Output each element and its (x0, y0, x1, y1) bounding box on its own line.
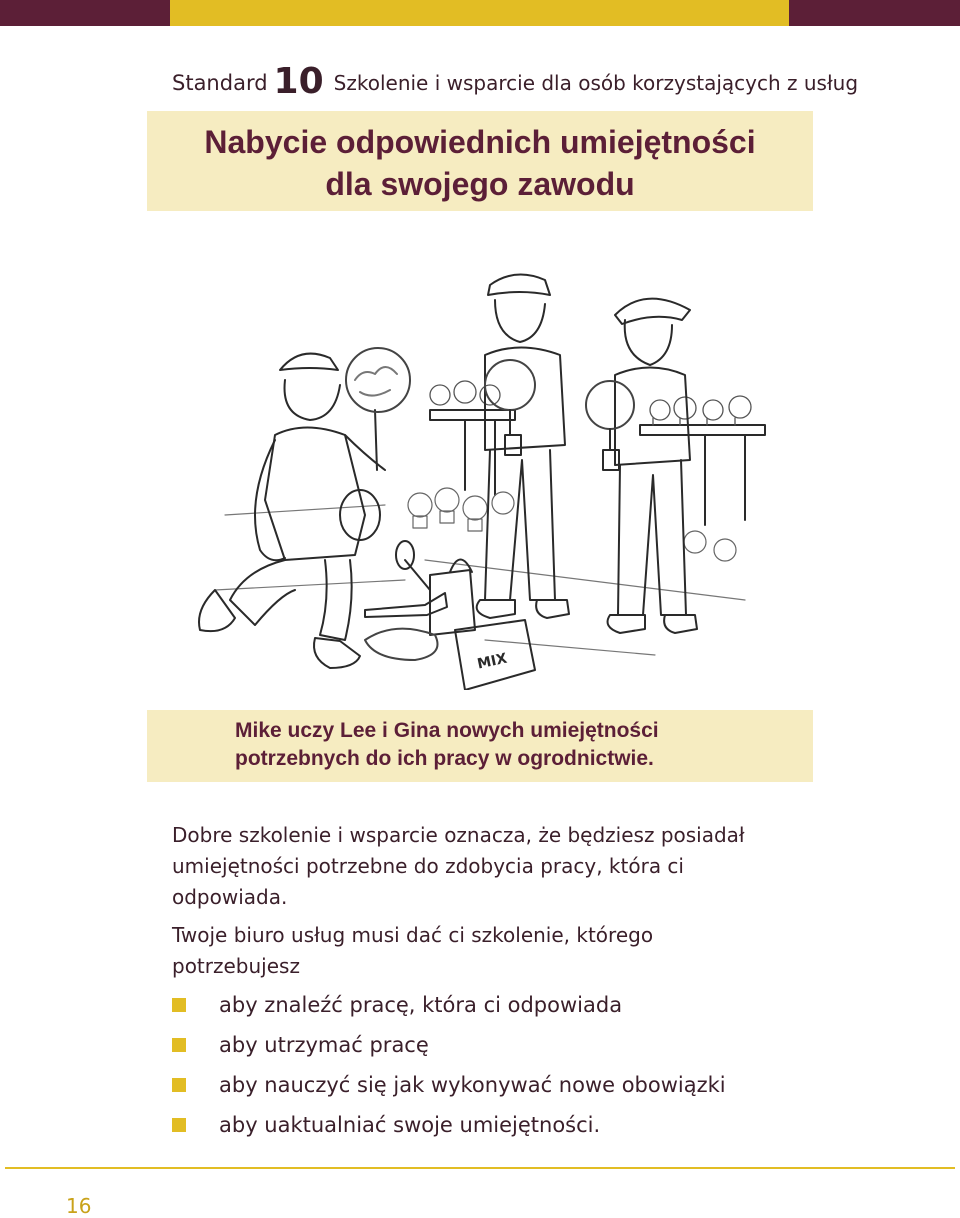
top-bar-right-segment (789, 0, 960, 26)
page-title-line-2: dla swojego zawodu (325, 166, 635, 202)
standard-topic: Szkolenie i wsparcie dla osób korzystających z usług (333, 71, 859, 95)
gardening-illustration-icon (185, 260, 775, 690)
footer-divider (5, 1167, 955, 1169)
page-title-line-1: Nabycie odpowiednich umiejętności (204, 124, 756, 160)
top-bar-left-segment (0, 0, 170, 26)
caption-line-2: potrzebnych do ich pracy w ogrodnictwie. (235, 747, 654, 770)
bag-label: MIX (475, 650, 509, 673)
list-item (172, 1030, 872, 1070)
list-item (172, 1110, 872, 1150)
bullet-text: aby nauczyć się jak wykonywać nowe obowiązki (219, 1073, 726, 1097)
standard-word: Standard (172, 71, 268, 95)
paragraph-1-line-2: umiejętności potrzebne do zdobycia pracy, która ci (172, 854, 684, 878)
caption-line-1: Mike uczy Lee i Gina nowych umiejętności (235, 719, 659, 742)
paragraph-2-line-1: Twoje biuro usług musi dać ci szkolenie, którego (172, 923, 654, 947)
body-paragraph-2 (172, 920, 792, 982)
body-paragraph-1 (172, 820, 792, 913)
bullet-square-icon (172, 998, 186, 1012)
bullet-text: aby uaktualniać swoje umiejętności. (219, 1113, 601, 1137)
bullet-square-icon (172, 1118, 186, 1132)
paragraph-1-line-3: odpowiada. (172, 885, 288, 909)
bullet-square-icon (172, 1078, 186, 1092)
bullet-square-icon (172, 1038, 186, 1052)
top-bar-middle-segment (170, 0, 789, 26)
bullet-text: aby utrzymać pracę (219, 1033, 429, 1057)
standard-header (172, 58, 892, 104)
page-title-box (147, 111, 813, 211)
bullet-list (172, 990, 872, 1150)
standard-number: 10 (273, 61, 324, 102)
bullet-text: aby znaleźć pracę, która ci odpowiada (219, 993, 623, 1017)
list-item (172, 990, 872, 1030)
paragraph-2-line-2: potrzebujesz (172, 954, 300, 978)
list-item (172, 1070, 872, 1110)
illustration-caption-box (147, 710, 813, 782)
paragraph-1-line-1: Dobre szkolenie i wsparcie oznacza, że będziesz posiadał (172, 823, 745, 847)
page-number: 16 (66, 1194, 92, 1218)
top-color-bar (0, 0, 960, 26)
